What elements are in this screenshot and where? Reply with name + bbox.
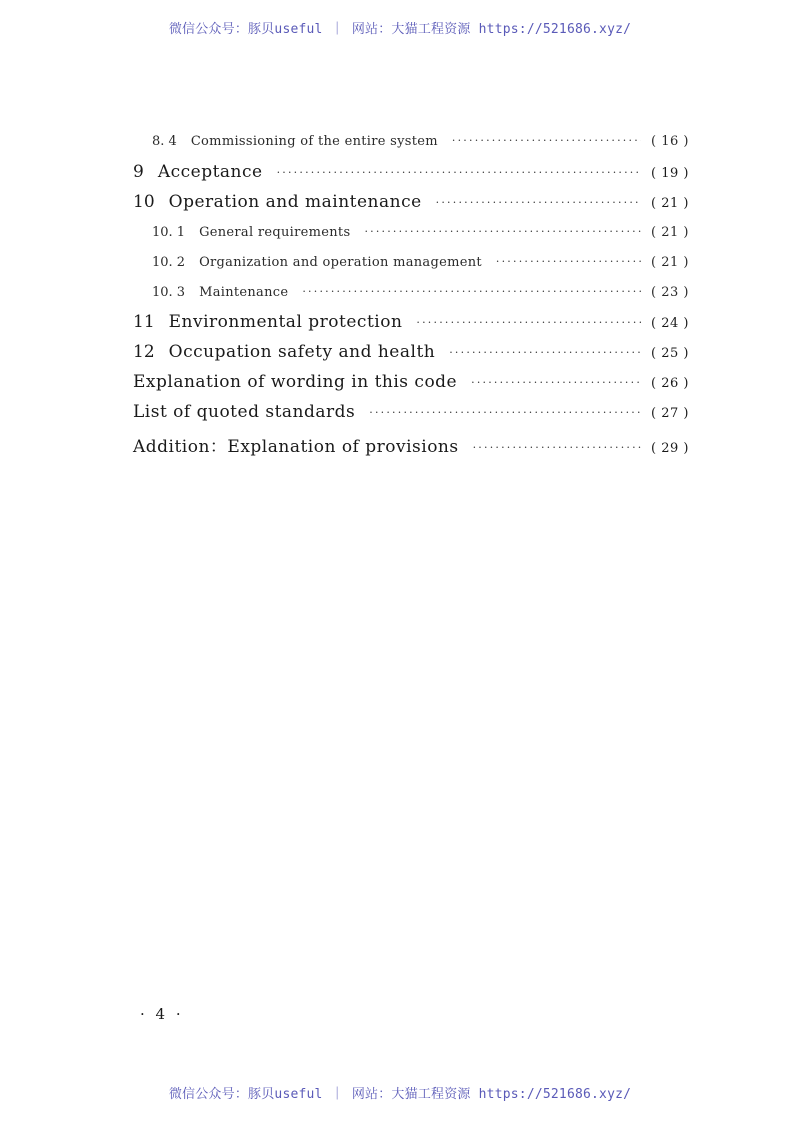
toc-entry-title: Organization and operation management bbox=[199, 255, 482, 270]
toc-entry-title: Commissioning of the entire system bbox=[190, 134, 438, 149]
toc-entry-title: Acceptance bbox=[157, 162, 263, 182]
toc-entry[interactable] bbox=[133, 342, 689, 362]
toc-entry[interactable] bbox=[133, 432, 689, 457]
watermark-top: 微信公众号：豚贝useful ｜ 网站：大猫工程资源 https://521686.xyz/ bbox=[168, 22, 632, 37]
toc-entry[interactable] bbox=[133, 402, 689, 422]
toc-entry-number: 11 bbox=[133, 312, 155, 332]
toc-dot-leader bbox=[473, 441, 641, 454]
toc-entry-page: ( 27 ) bbox=[651, 406, 689, 421]
toc-entry-title: Operation and maintenance bbox=[168, 192, 422, 212]
toc-entry-title: List of quoted standards bbox=[133, 402, 356, 422]
toc-entry[interactable] bbox=[152, 225, 689, 240]
toc-entry-page: ( 24 ) bbox=[651, 316, 689, 331]
toc-dot-leader bbox=[496, 255, 641, 268]
toc-entry[interactable] bbox=[133, 372, 689, 392]
toc-dot-leader bbox=[471, 376, 641, 389]
toc-dot-leader bbox=[277, 166, 641, 179]
toc-dot-leader bbox=[369, 406, 641, 419]
toc-entry[interactable] bbox=[152, 285, 689, 300]
page-number: · 4 · bbox=[140, 1005, 184, 1023]
toc-entry-title: Occupation safety and health bbox=[168, 342, 436, 362]
toc-entry-number: 10. 2 bbox=[152, 255, 186, 270]
toc-entry-page: ( 26 ) bbox=[651, 376, 689, 391]
toc-entry-title: General requirements bbox=[199, 225, 351, 240]
toc-dot-leader bbox=[416, 316, 641, 329]
toc-entry-page: ( 16 ) bbox=[651, 134, 689, 149]
toc-entry-number: 12 bbox=[133, 342, 155, 362]
toc-entry-page: ( 21 ) bbox=[651, 196, 689, 211]
toc-entry[interactable] bbox=[133, 162, 689, 182]
toc-entry[interactable] bbox=[133, 312, 689, 332]
toc-entry-number: 9 bbox=[133, 162, 144, 182]
toc-entry-page: ( 25 ) bbox=[651, 346, 689, 361]
toc-dot-leader bbox=[302, 285, 641, 298]
toc-entry-title: Maintenance bbox=[199, 285, 289, 300]
toc-dot-leader bbox=[452, 134, 641, 147]
toc-dot-leader bbox=[364, 225, 641, 238]
toc-entry-number: 8. 4 bbox=[152, 134, 177, 149]
toc-entry-title: Addition：Explanation of provisions bbox=[133, 437, 459, 457]
toc-entry-page: ( 19 ) bbox=[651, 166, 689, 181]
toc-entry-page: ( 21 ) bbox=[651, 255, 689, 270]
toc-entry-number: 10 bbox=[133, 192, 155, 212]
toc-entry[interactable] bbox=[152, 255, 689, 270]
toc-entry-title: Environmental protection bbox=[168, 312, 403, 332]
toc-entry-number: 10. 1 bbox=[152, 225, 186, 240]
toc-entry-page: ( 21 ) bbox=[651, 225, 689, 240]
toc-entry[interactable] bbox=[133, 192, 689, 212]
toc-dot-leader bbox=[449, 346, 641, 359]
toc-entry-page: ( 23 ) bbox=[651, 285, 689, 300]
toc-dot-leader bbox=[436, 196, 641, 209]
toc-entry-title: Explanation of wording in this code bbox=[133, 372, 458, 392]
toc-entry[interactable] bbox=[152, 134, 689, 149]
watermark-bottom: 微信公众号：豚贝useful ｜ 网站：大猫工程资源 https://521686.xyz/ bbox=[168, 1087, 632, 1102]
toc-entry-page: ( 29 ) bbox=[651, 441, 689, 456]
toc-entry-number: 10. 3 bbox=[152, 285, 186, 300]
